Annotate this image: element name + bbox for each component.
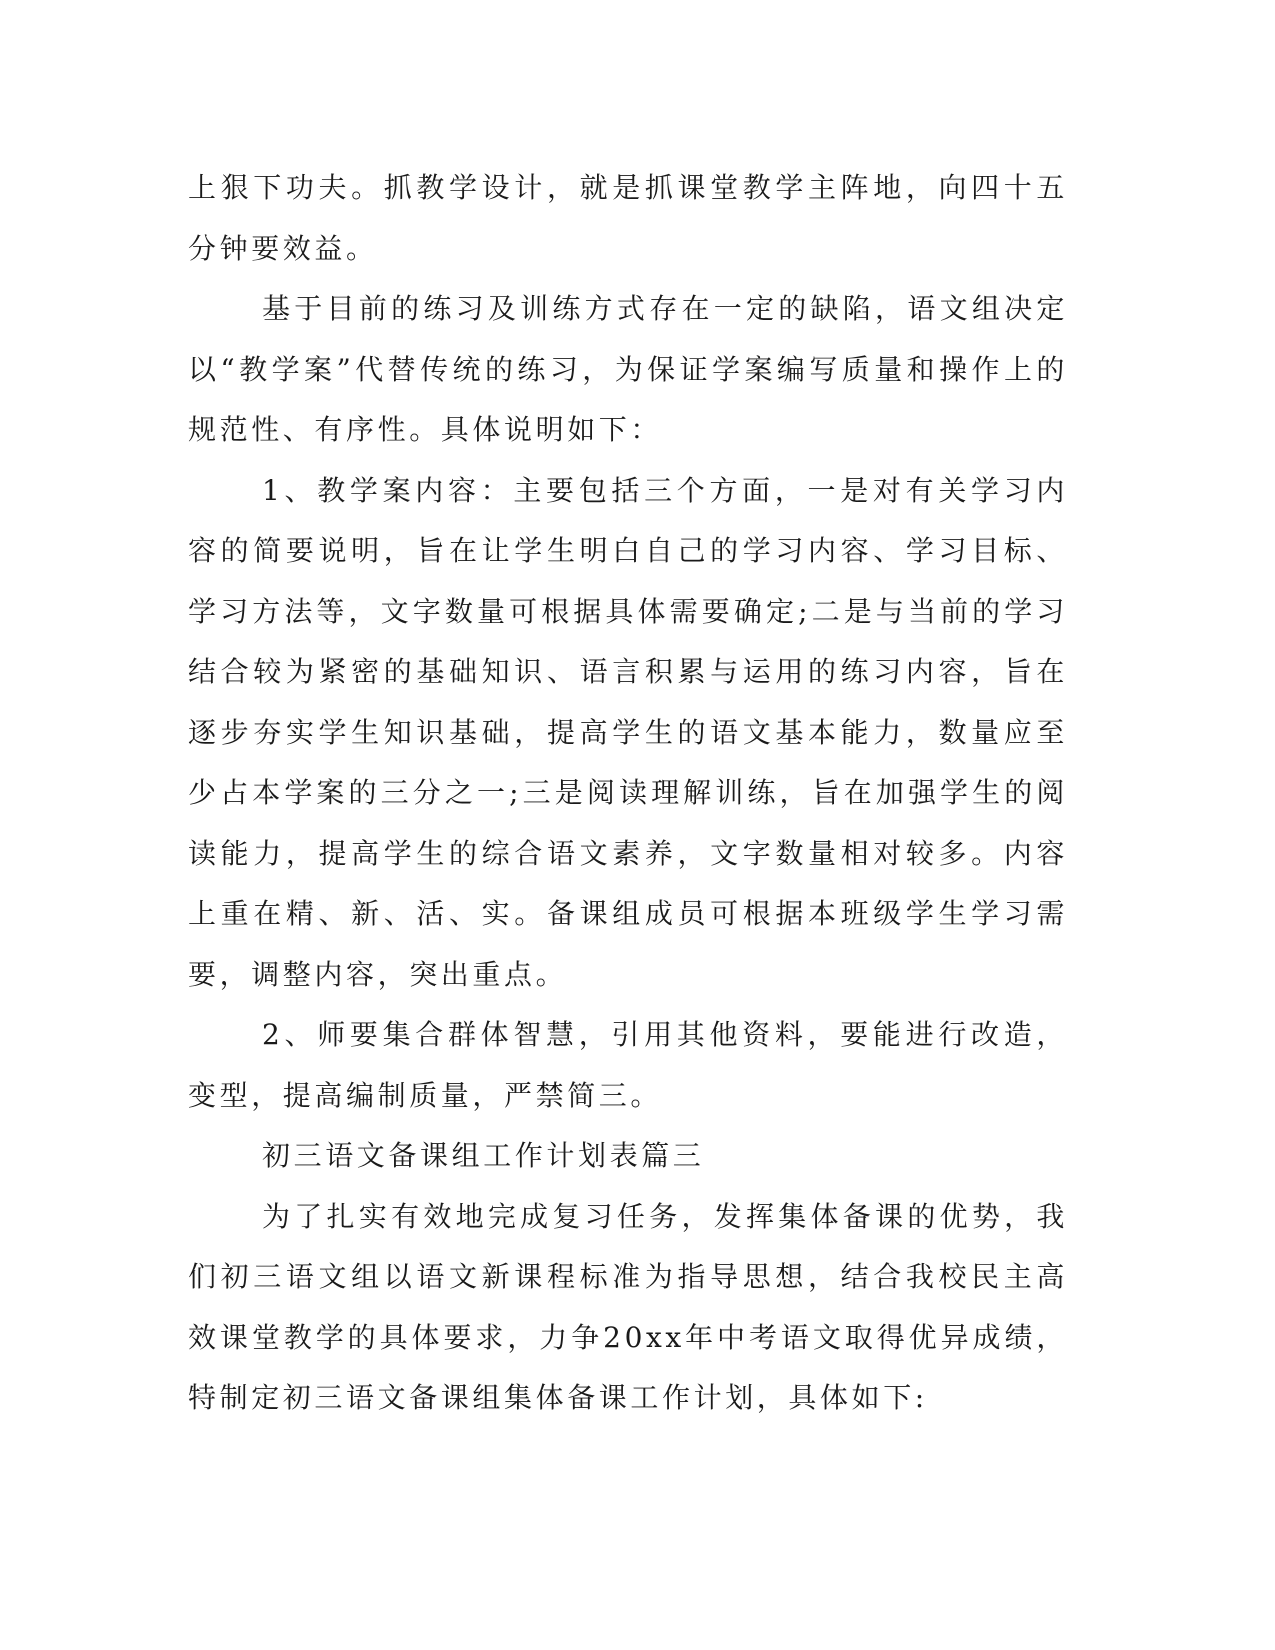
paragraph-teaching-case-intro: 基于目前的练习及训练方式存在一定的缺陷，语文组决定以“教学案”代替传统的练习，为保证学案编写质量和操作上的规范性、有序性。具体说明如下： [188,292,1068,446]
section-heading: 初三语文备课组工作计划表篇三 [262,1139,705,1172]
paragraph-continuation: 上狠下功夫。抓教学设计，就是抓课堂教学主阵地，向四十五分钟要效益。 [188,171,1068,265]
document-page [188,158,1068,1429]
paragraph-item-1: 1、教学案内容：主要包括三个方面，一是对有关学习内容的简要说明，旨在让学生明白自己的学习内容、学习目标、学习方法等，文字数量可根据具体需要确定;二是与当前的学习结合较为紧密的基础知识、语言积累与运用的练习内容，旨在逐步夯实学生知识基础，提高学生的语文基本能力，数量应至少占本学案的三分之一;三是阅读理解训练，旨在加强学生的阅读能力，提高学生的综合语文素养，文字数量相对较多。内容上重在精、新、活、实。备课组成员可根据本班级学生学习需要，调整内容，突出重点。 [188,473,1068,991]
paragraph-plan-intro: 为了扎实有效地完成复习任务，发挥集体备课的优势，我们初三语文组以语文新课程标准为指导思想，结合我校民主高效课堂教学的具体要求，力争20xx年中考语文取得优异成绩，特制定初三语文备课组集体备课工作计划，具体如下: [188,1199,1068,1414]
paragraph-item-2: 2、师要集合群体智慧，引用其他资料，要能进行改造，变型，提高编制质量，严禁简三。 [188,1018,1068,1112]
